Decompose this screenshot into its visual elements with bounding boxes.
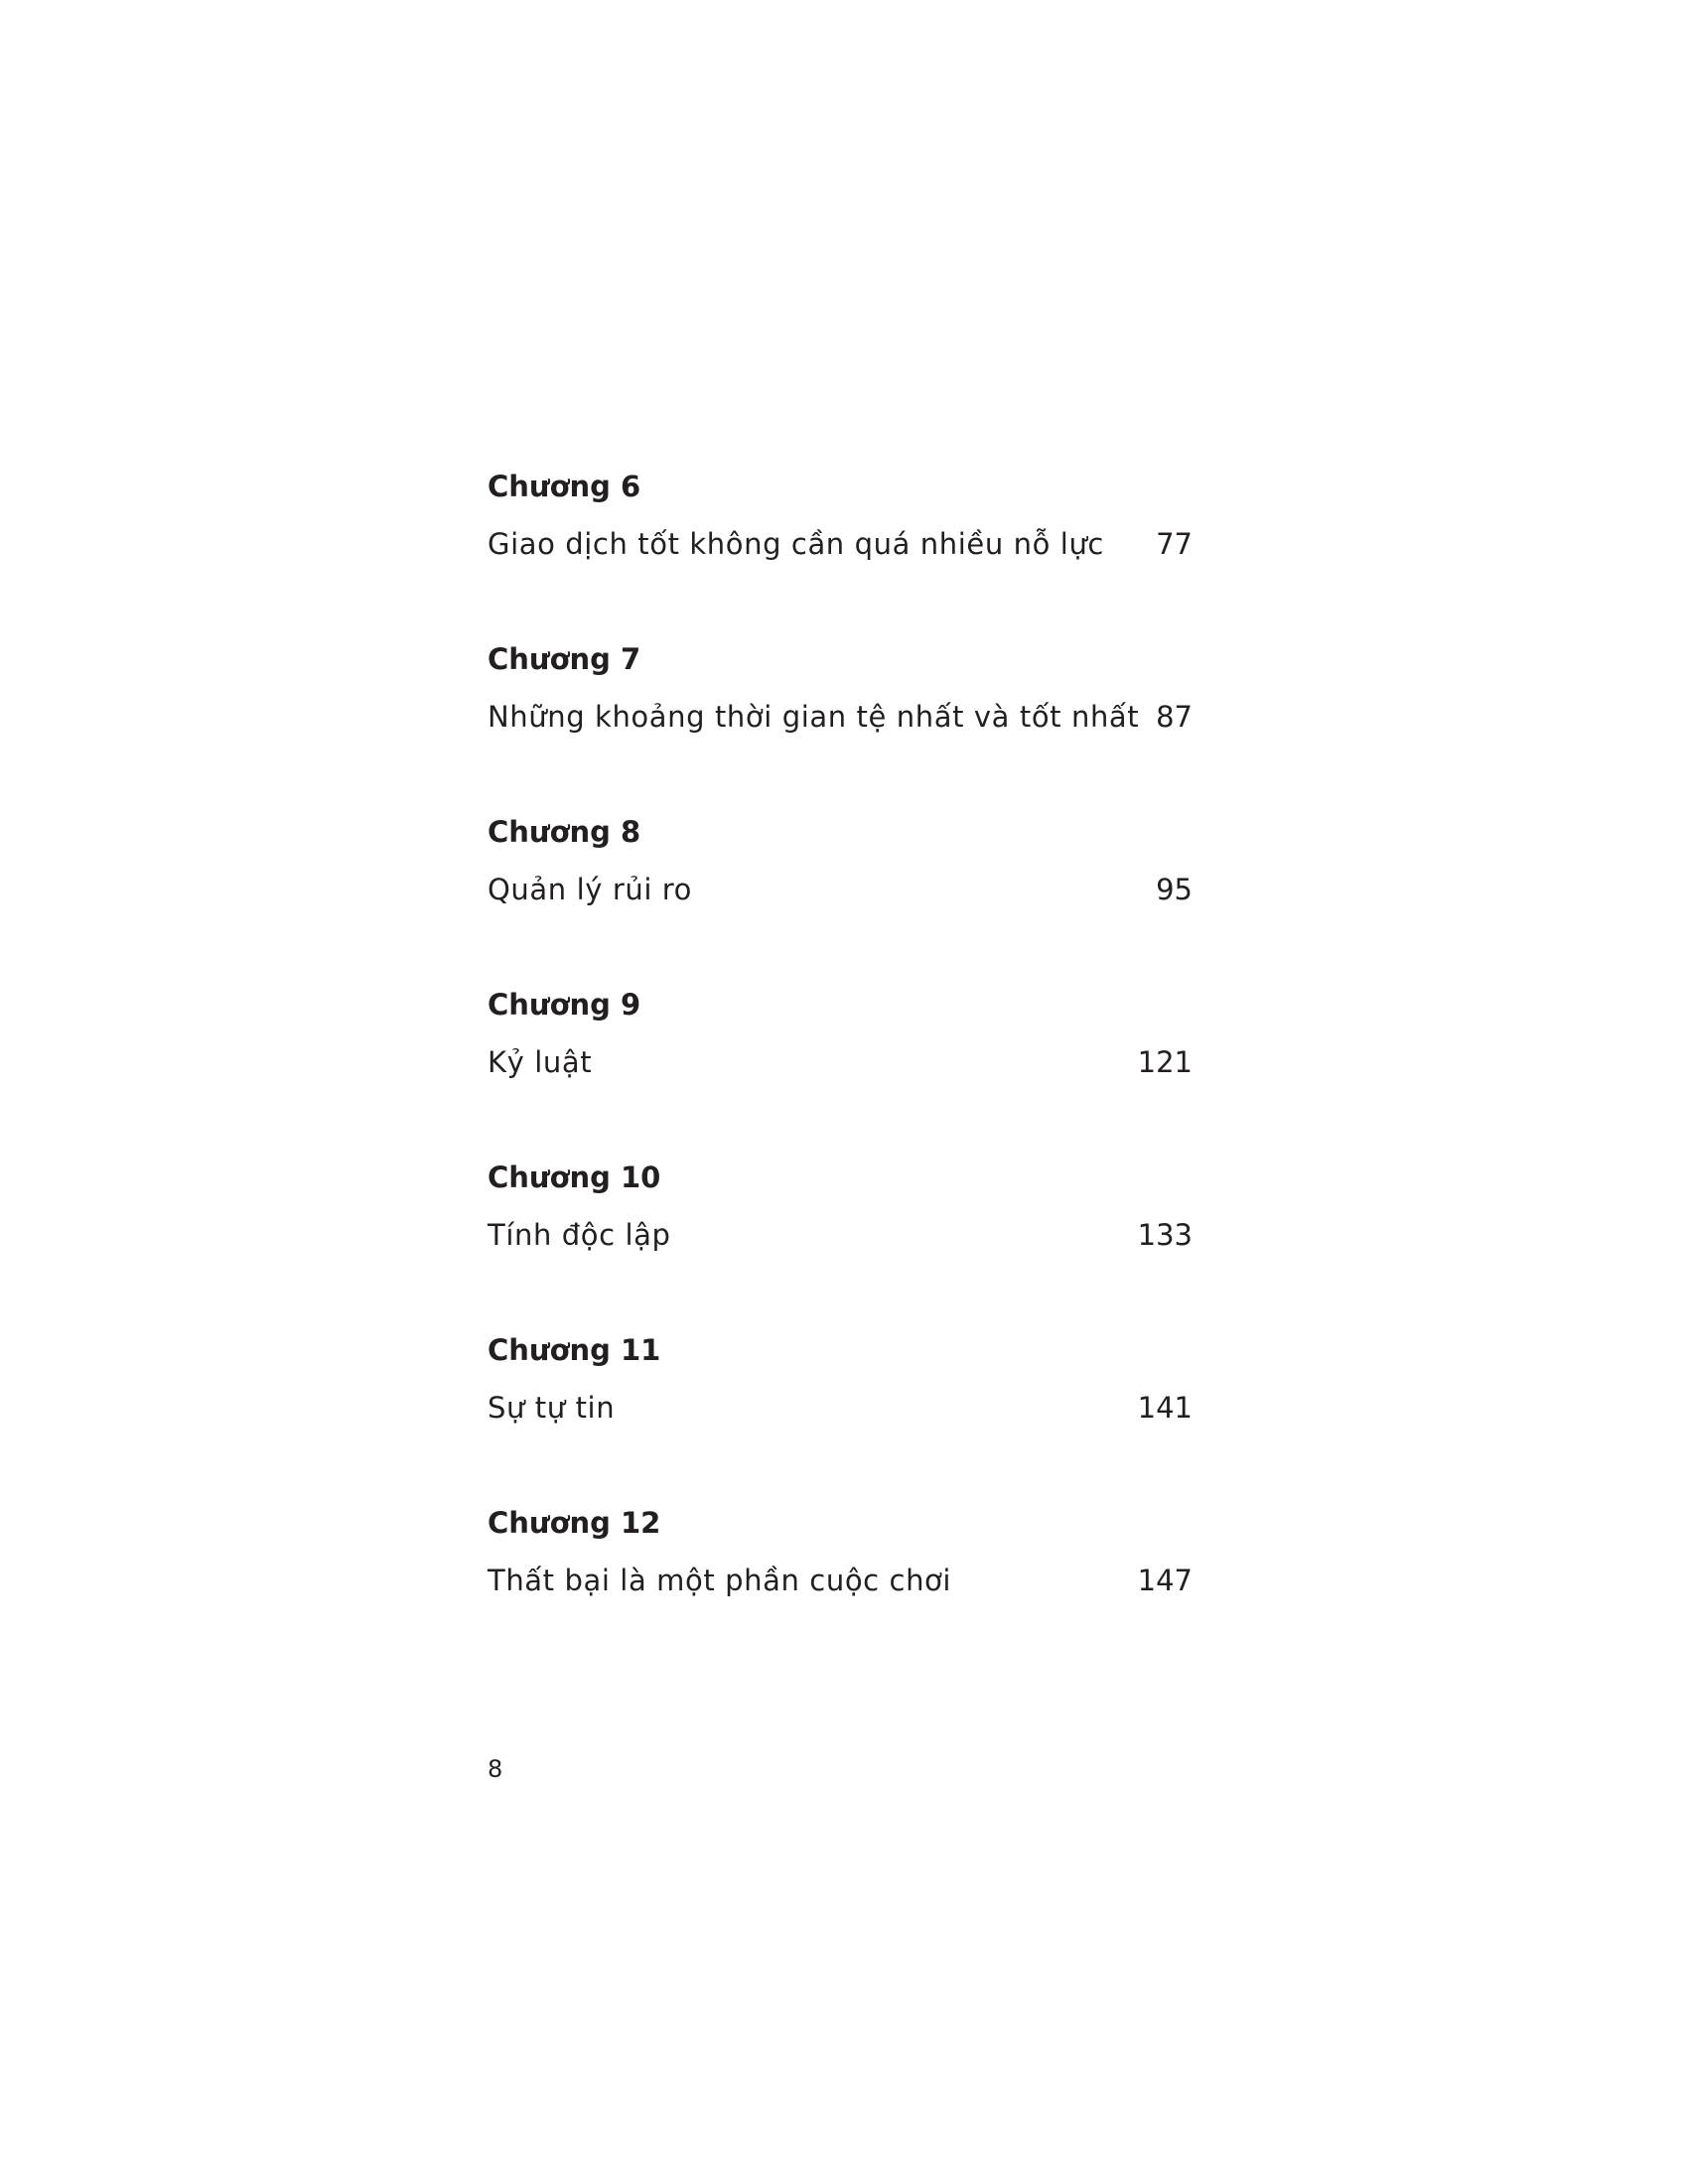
chapter-label: Chương 9 <box>488 988 641 1022</box>
page-number: 87 <box>1156 700 1193 734</box>
chapter-title: Sự tự tin <box>488 1391 616 1425</box>
chapter-label: Chương 12 <box>488 1506 661 1540</box>
chapter-label: Chương 8 <box>488 815 641 849</box>
chapter-label: Chương 10 <box>488 1160 661 1194</box>
toc-entry-chapter-11[interactable] <box>488 1330 1193 1503</box>
toc-entry-chapter-10[interactable] <box>488 1158 1193 1330</box>
page-number: 121 <box>1137 1045 1193 1079</box>
page-number: 77 <box>1156 527 1193 561</box>
toc-entry-chapter-8[interactable] <box>488 812 1193 985</box>
chapter-title: Kỷ luật <box>488 1045 593 1079</box>
chapter-label: Chương 6 <box>488 470 641 503</box>
chapter-title: Thất bại là một phần cuộc chơi <box>488 1564 952 1597</box>
toc-entry-chapter-12[interactable] <box>488 1503 1193 1676</box>
chapter-label: Chương 11 <box>488 1333 661 1367</box>
chapter-title: Giao dịch tốt không cần quá nhiều nỗ lực <box>488 527 1104 561</box>
table-of-contents <box>488 467 1193 1676</box>
page-number: 141 <box>1137 1391 1193 1425</box>
toc-entry-chapter-9[interactable] <box>488 985 1193 1158</box>
chapter-title: Tính độc lập <box>488 1218 671 1252</box>
page-number: 147 <box>1137 1564 1193 1597</box>
page-number: 133 <box>1137 1218 1193 1252</box>
chapter-title: Những khoảng thời gian tệ nhất và tốt nhất <box>488 700 1140 734</box>
page-number: 95 <box>1156 873 1193 906</box>
page-folio: 8 <box>488 1755 503 1783</box>
chapter-title: Quản lý rủi ro <box>488 873 693 906</box>
chapter-label: Chương 7 <box>488 642 641 676</box>
toc-entry-chapter-6[interactable] <box>488 467 1193 639</box>
toc-entry-chapter-7[interactable] <box>488 639 1193 812</box>
